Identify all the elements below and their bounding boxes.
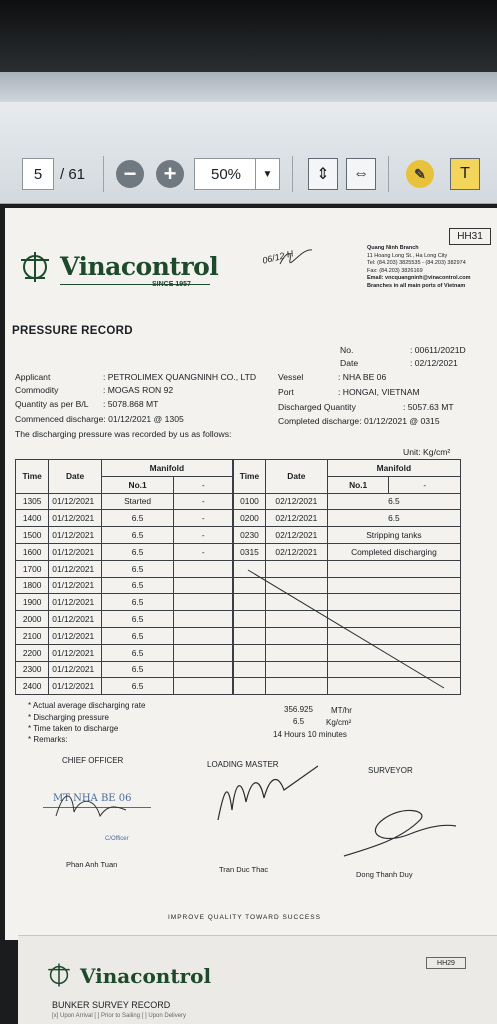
table-cell-v: 6.5 (101, 644, 174, 661)
table-row (234, 493, 461, 510)
chevron-down-icon[interactable]: ▼ (255, 159, 279, 189)
zoom-out-icon[interactable]: − (116, 160, 144, 188)
table-row (16, 510, 233, 527)
col-date: Date (265, 460, 327, 494)
no-label: No. (340, 345, 354, 355)
discharged-value: : 5057.63 MT (403, 402, 454, 412)
table-cell-x: - (174, 543, 233, 560)
document-code: HH31 (449, 228, 491, 245)
table-cell-date: 01/12/2021 (49, 560, 101, 577)
vessel-label: Vessel (278, 372, 304, 382)
table-cell-x: - (174, 510, 233, 527)
loading-master-label: LOADING MASTER (207, 760, 279, 769)
table-cell-v: 6.5 (101, 661, 174, 678)
highlight-icon[interactable]: T (450, 158, 480, 190)
table-row (16, 493, 233, 510)
next-page-subtitle: [x] Upon Arrival [ ] Prior to Sailing [ ] Upon Delivery (52, 1013, 187, 1019)
commenced-discharge: Commenced discharge: 01/12/2021 @ 1305 (15, 414, 184, 424)
summary-pressure-unit: Kg/cm² (326, 718, 352, 727)
logo-since: SINCE 1957 (152, 281, 191, 288)
toolbar-divider (292, 156, 293, 192)
completed-discharge: Completed discharge: 01/12/2021 @ 0315 (278, 416, 440, 426)
recorded-note: The discharging pressure was recorded by us as follows: (15, 429, 232, 439)
table-cell-x: - (174, 527, 233, 544)
page-number-input[interactable]: 5 (22, 158, 54, 190)
fit-width-icon[interactable]: ⇔ (346, 158, 376, 190)
comment-icon[interactable]: ✎ (406, 160, 434, 188)
loading-master-signature (212, 760, 322, 824)
qty-bl-value: : 5078.868 MT (103, 399, 159, 409)
table-row (16, 644, 233, 661)
table-cell-time: 1400 (16, 510, 49, 527)
table-cell-date: 02/12/2021 (265, 510, 327, 527)
table-cell-time: 1800 (16, 577, 49, 594)
toolbar-divider (103, 156, 104, 192)
summary-rate-value: 356.925 (284, 705, 313, 714)
branch-address: Quang Ninh Branch 11 Hoang Long St., Ha Long City Tel: (84.203) 3825535 - (84.203) 382974 Fax: (84.203) 3826169 Email: vncquangninh@vinacontrol.com Branches in all main ports of Vietnam (367, 245, 471, 289)
table-cell-time: 2300 (16, 661, 49, 678)
col-time: Time (16, 460, 49, 494)
table-cell-date: 01/12/2021 (49, 611, 101, 628)
table-cell-x: - (174, 493, 233, 510)
col-no1: No.1 (101, 476, 174, 493)
table-row (234, 543, 461, 560)
table-row (16, 594, 233, 611)
table-cell-time: 2100 (16, 627, 49, 644)
table-cell-x (174, 594, 233, 611)
table-cell-time: 0315 (234, 543, 266, 560)
next-page-title: BUNKER SURVEY RECORD (52, 1000, 171, 1010)
chief-officer-name: Phan Anh Tuan (66, 860, 118, 869)
table-cell-time: 0200 (234, 510, 266, 527)
summary-rate-label: * Actual average discharging rate (28, 701, 146, 710)
handwritten-date-note: 06/12 H (261, 248, 295, 266)
table-cell-date: 01/12/2021 (49, 678, 101, 695)
table-cell-time: 1305 (16, 493, 49, 510)
table-cell-date: 02/12/2021 (265, 527, 327, 544)
table-cell-time: 2000 (16, 611, 49, 628)
vessel-stamp: MT NHA BE 06 C/Officer (43, 790, 151, 848)
surveyor-signature (340, 800, 460, 860)
col-dash: - (174, 476, 233, 493)
table-cell-date: 01/12/2021 (49, 661, 101, 678)
date-value: : 02/12/2021 (410, 358, 458, 368)
table-cell-date: 01/12/2021 (49, 543, 101, 560)
col-no1: No.1 (327, 476, 389, 493)
company-logo-text: Vinacontrol (60, 252, 219, 281)
table-cell-x (174, 678, 233, 695)
col-manifold: Manifold (101, 460, 232, 477)
table-cell-v: 6.5 (101, 527, 174, 544)
col-time: Time (234, 460, 266, 494)
table-cell-date: 01/12/2021 (49, 493, 101, 510)
summary-pressure-label: * Discharging pressure (28, 713, 109, 722)
page-title: PRESSURE RECORD (12, 325, 133, 337)
table-row (16, 611, 233, 628)
table-cell-v: Completed discharging (327, 543, 460, 560)
table-cell-time: 0230 (234, 527, 266, 544)
table-cell-v: 6.5 (327, 510, 460, 527)
monitor-bezel (0, 0, 497, 72)
surveyor-name: Dong Thanh Duy (356, 870, 413, 879)
table-cell-v: 6.5 (101, 577, 174, 594)
next-page-code: HH29 (426, 957, 466, 969)
table-cell-x (174, 560, 233, 577)
table-row (16, 661, 233, 678)
screen-glare (0, 72, 497, 102)
summary-time-label: * Time taken to discharge (28, 724, 119, 733)
table-cell-time: 1700 (16, 560, 49, 577)
discharged-label: Discharged Quantity (278, 402, 356, 412)
fit-page-icon[interactable]: ⇕ (308, 158, 338, 190)
table-cell-x (174, 644, 233, 661)
applicant-label: Applicant (15, 372, 51, 382)
pressure-table-left (15, 459, 233, 695)
summary-rate-unit: MT/hr (331, 706, 352, 715)
summary-remarks-label: * Remarks: (28, 735, 68, 744)
commodity-label: Commodity (15, 385, 59, 395)
table-cell-v: 6.5 (101, 594, 174, 611)
table-cell-time: 1600 (16, 543, 49, 560)
table-cell-date: 01/12/2021 (49, 594, 101, 611)
table-row (16, 543, 233, 560)
date-label: Date (340, 358, 359, 368)
chief-officer-signature (50, 786, 130, 830)
table-row (16, 678, 233, 695)
no-value: : 00611/2021D (410, 345, 466, 355)
table-cell-x (174, 611, 233, 628)
table-row (16, 560, 233, 577)
col-manifold: Manifold (327, 460, 460, 477)
table-cell-x (174, 627, 233, 644)
table-row (234, 510, 461, 527)
table-cell-date: 01/12/2021 (49, 644, 101, 661)
table-cell-time: 0100 (234, 493, 266, 510)
page-total: / 61 (60, 166, 86, 183)
table-cell-v: 6.5 (101, 560, 174, 577)
table-cell-v: 6.5 (327, 493, 460, 510)
table-cell-date: 01/12/2021 (49, 510, 101, 527)
table-cell-time: 2200 (16, 644, 49, 661)
qty-bl-label: Quantity as per B/L (15, 399, 89, 409)
table-row (16, 527, 233, 544)
table-cell-date: 01/12/2021 (49, 577, 101, 594)
table-cell-v: 6.5 (101, 543, 174, 560)
table-cell-x (174, 577, 233, 594)
loading-master-name: Tran Duc Thac (219, 865, 269, 874)
toolbar-divider (388, 156, 389, 192)
commodity-value: : MOGAS RON 92 (103, 385, 174, 395)
chief-officer-label: CHIEF OFFICER (62, 756, 124, 765)
zoom-in-icon[interactable]: + (156, 160, 184, 188)
table-row (234, 527, 461, 544)
table-cell-date: 02/12/2021 (265, 543, 327, 560)
unit-label: Unit: Kg/cm² (403, 447, 451, 457)
table-cell-v: 6.5 (101, 678, 174, 695)
table-cell-v: Started (101, 493, 174, 510)
summary-pressure-value: 6.5 (293, 717, 305, 726)
table-cell-date: 02/12/2021 (265, 493, 327, 510)
initials-signature (278, 246, 314, 268)
table-cell-date: 01/12/2021 (49, 527, 101, 544)
table-cell-x (174, 661, 233, 678)
table-cell-v: 6.5 (101, 627, 174, 644)
zoom-value: 50% (211, 165, 242, 183)
table-cell-date: 01/12/2021 (49, 627, 101, 644)
zoom-select[interactable] (194, 158, 280, 190)
applicant-value: : PETROLIMEX QUANGNINH CO., LTD (103, 372, 257, 382)
table-row (16, 577, 233, 594)
vessel-value: : NHA BE 06 (338, 372, 387, 382)
col-dash: - (389, 476, 461, 493)
table-cell-v: Stripping tanks (327, 527, 460, 544)
vinacontrol-logo-icon (44, 962, 74, 988)
next-page-logo-text: Vinacontrol (80, 964, 212, 988)
summary-time-value: 14 Hours 10 minutes (273, 730, 347, 739)
table-cell-time: 1500 (16, 527, 49, 544)
table-cell-time: 2400 (16, 678, 49, 695)
vinacontrol-logo-icon (18, 250, 52, 284)
port-label: Port (278, 387, 294, 397)
col-date: Date (49, 460, 101, 494)
company-motto: IMPROVE QUALITY TOWARD SUCCESS (168, 914, 321, 921)
table-row (16, 627, 233, 644)
table-cell-v: 6.5 (101, 510, 174, 527)
table-cell-v: 6.5 (101, 611, 174, 628)
strike-through-line (246, 568, 446, 692)
surveyor-label: SURVEYOR (368, 766, 413, 775)
port-value: : HONGAI, VIETNAM (338, 387, 420, 397)
table-cell-time: 1900 (16, 594, 49, 611)
